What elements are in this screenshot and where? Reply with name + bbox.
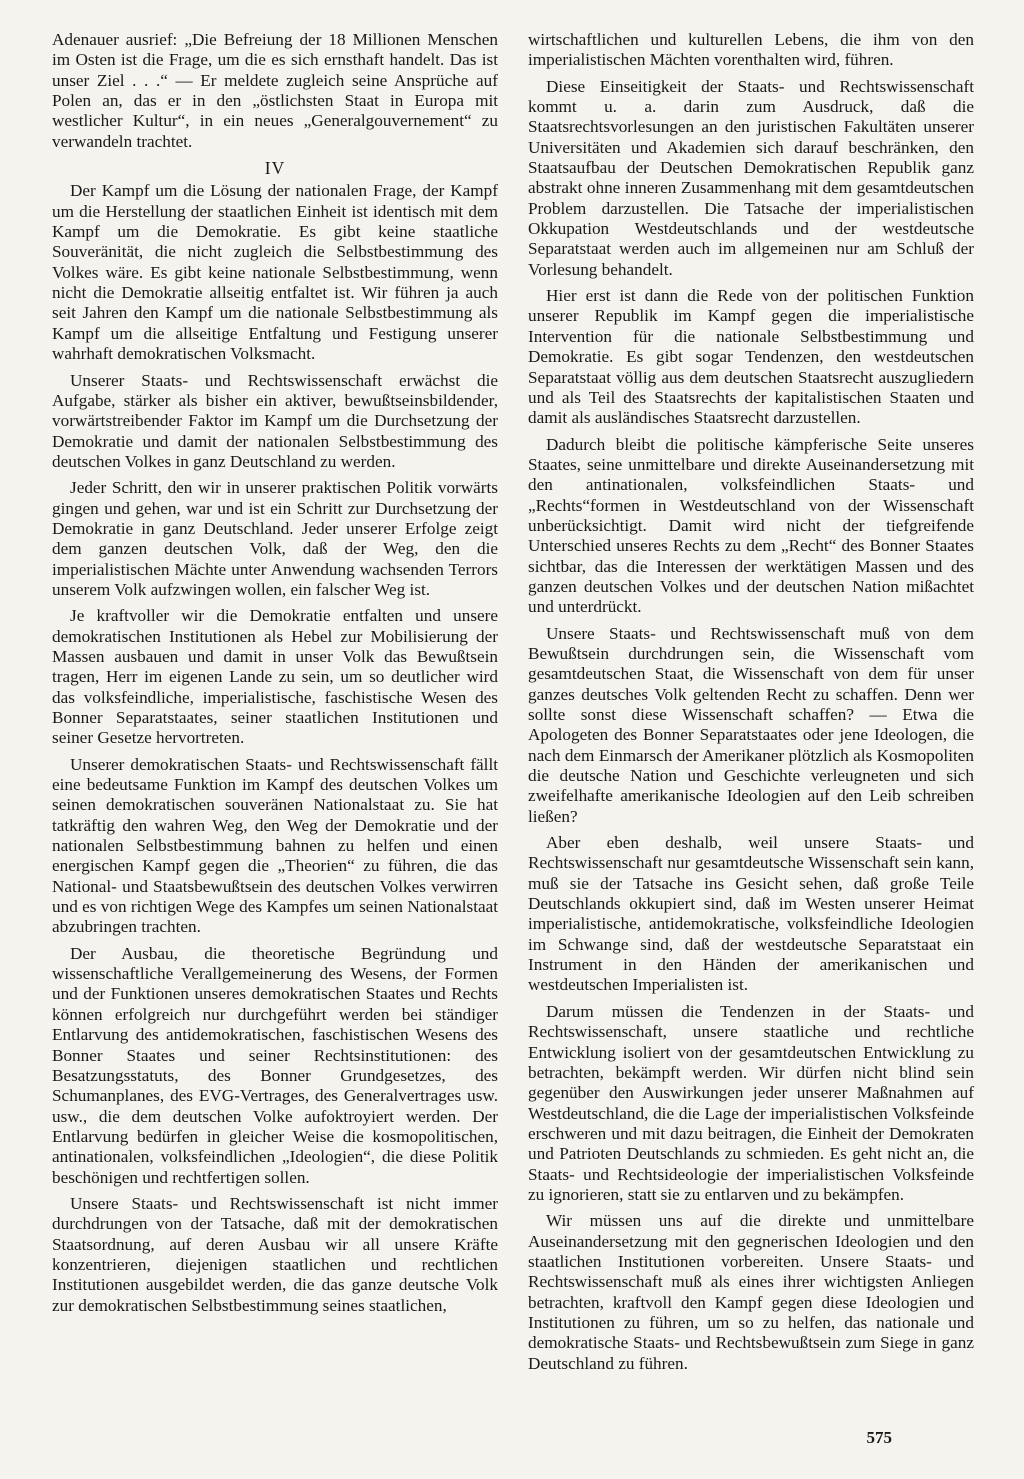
paragraph: Der Kampf um die Lösung der nationalen Frage, der Kampf um die Herstellung der staatlichen Einheit ist identisch mit dem Kampf um die Demokratie. Es gibt keine staatliche Souveränität, die nicht zugleich die Selbstbestimmung des Volkes wäre. Es gibt keine nationale Selbstbestimmung, wenn nicht die Demokratie allseitig entfaltet ist. Wir führen ja auch seit Jahren den Kampf um die nationale Selbstbestimmung als Kampf um die allseitige Entfaltung und Festigung unserer wahrhaft demokratischen Volksmacht. <box>52 181 498 364</box>
paragraph: Unserer Staats- und Rechtswissenschaft erwächst die Aufgabe, stärker als bisher ein aktiver, bewußtseinsbildender, vorwärtstreibender Faktor im Kampf um die Durchsetzung der Demokratie und damit der nationalen Selbstbestimmung des deutschen Volkes in ganz Deutschland zu werden. <box>52 370 498 471</box>
paragraph: Hier erst ist dann die Rede von der politischen Funktion unserer Republik im Kampf gegen die imperialistische Intervention für die nationale Selbstbestimmung und Demokratie. Es gibt sogar Tendenzen, den westdeutschen Separatstaat völlig aus dem deutschen Staatsrecht auszugliedern und als Teil des Staatsrechts der kapitalistischen Staaten und damit als ausländisches Staatsrecht darzustellen. <box>528 286 974 428</box>
paragraph: Unserer demokratischen Staats- und Rechtswissenschaft fällt eine bedeutsame Funktion im Kampf des deutschen Volkes um seinen demokratischen souveränen Nationalstaat zu. Sie hat tatkräftig den wahren Weg, den Weg der Demokratie und der nationalen Selbstbestimmung bahnen zu helfen und einen energischen Kampf gegen die „Theorien“ zu führen, die das National- und Staatsbewußtsein des deutschen Volkes verwirren und es von richtigen Wege des Kampfes um seinen Nationalstaat abzubringen trachten. <box>52 754 498 937</box>
paragraph: Unsere Staats- und Rechtswissenschaft ist nicht immer durchdrungen von der Tatsache, daß mit der demokratischen Staatsordnung, auf deren Ausbau wir all unsere Kräfte konzentrieren, diejenigen staatlichen und rechtlichen Institutionen ausgebildet werden, die das ganze deutsche Volk zur demokratischen Selbstbestimmung seines staatlichen, <box>52 1193 498 1315</box>
paragraph: Dadurch bleibt die politische kämpferische Seite unseres Staates, seine unmittelbare und direkte Auseinandersetzung mit den antinationalen, volksfeindlichen Staats- und „Rechts“formen in Westdeutschland von der Wissenschaft unberücksichtigt. Damit wird nicht der tiefgreifende Unterschied unseres Rechts zu dem „Recht“ des Bonner Staates sichtbar, das die Interessen der werktätigen Massen und des ganzen deutschen Volkes und der deutschen Nation mißachtet und unterdrückt. <box>528 434 974 617</box>
paragraph: Darum müssen die Tendenzen in der Staats- und Rechtswissenschaft, unsere staatliche und rechtliche Entwicklung isoliert von der gesamtdeutschen Entwicklung zu betrachten, bekämpft werden. Wir dürfen nicht blind sein gegenüber den Auswirkungen jeder unserer Maßnahmen auf Westdeutschland, die die Lage der imperialistischen Volksfeinde erschweren und mit dazu beitragen, die Einheit der Demokraten und Patrioten Deutschlands zu schmieden. Es geht nicht an, die Staats- und Rechtsideologie der imperialistischen Volksfeinde zu ignorieren, statt sie zu entlarven und zu bekämpfen. <box>528 1001 974 1204</box>
paragraph: Wir müssen uns auf die direkte und unmittelbare Auseinandersetzung mit den gegnerischen Ideologien und den staatlichen Institutionen vorbereiten. Unsere Staats- und Rechtswissenschaft muß als eines ihrer wichtigsten Anliegen betrachten, kraftvoll den Kampf gegen diese Ideologien und Institutionen zu führen, um so zu helfen, das nationale und demokratische Staats- und Rechtsbewußtsein zum Siege in ganz Deutschland zu führen. <box>528 1211 974 1373</box>
paragraph: Diese Einseitigkeit der Staats- und Rechtswissenschaft kommt u. a. darin zum Ausdruck, daß die Staatsrechtsvorlesungen an den juristischen Fakultäten unserer Universitäten und Akademien sich darauf beschränken, den Staatsaufbau der Deutschen Demokratischen Republik ganz abstrakt ohne inneren Zusammenhang mit dem gesamtdeutschen Problem darzustellen. Die Tatsache der imperialistischen Okkupation Westdeutschlands und der westdeutsche Separatstaat werden auch im allgemeinen nur am Schluß der Vorlesung behandelt. <box>528 76 974 279</box>
text-columns <box>52 30 974 1380</box>
page-number: 575 <box>866 1428 892 1447</box>
paragraph: Adenauer ausrief: „Die Befreiung der 18 Millionen Menschen im Osten ist die Frage, um die es sich ernsthaft handelt. Das ist unser Ziel . . .“ — Er meldete zugleich seine Ansprüche auf Polen an, das er in den „östlichsten Staat in Europa mit westlicher Kultur“, in ein neues „Generalgouvernement“ zu verwandeln trachtet. <box>52 30 498 151</box>
paragraph: Aber eben deshalb, weil unsere Staats- und Rechtswissenschaft nur gesamtdeutsche Wissenschaft sein kann, muß sie der Tatsache ins Gesicht sehen, daß große Teile Deutschlands okkupiert sind, daß im Westen unserer Heimat imperialistische, antidemokratische, volksfeindliche Ideologien im Schwange sind, daß der westdeutsche Separatstaat ein Instrument in den Händen der amerikanischen und westdeutschen Imperialisten ist. <box>528 833 974 995</box>
section-heading: IV <box>264 158 286 179</box>
paragraph: Der Ausbau, die theoretische Begründung und wissenschaftliche Verallgemeinerung des Wesens, der Formen und der Funktionen unseres demokratischen Staates und Rechts können erfolgreich nur durchgeführt werden bei ständiger Entlarvung des antidemokratischen, faschistischen Wesens des Bonner Staates und seiner Rechtsinstitutionen: des Besatzungsstatuts, des Bonner Grundgesetzes, des Schumanplanes, des EVG-Vertrages, des Generalvertrages usw. usw., die dem deutschen Volke aufoktroyiert werden. Der Entlarvung bedürfen in gleicher Weise die kosmopolitischen, antinationalen, volksfeindlichen „Ideologien“, die diese Politik beschönigen und rechtfertigen sollen. <box>52 943 498 1187</box>
paragraph: Jeder Schritt, den wir in unserer praktischen Politik vorwärts gingen und gehen, war und ist ein Schritt zur Durchsetzung der Demokratie in ganz Deutschland. Jeder unserer Erfolge zeigt dem ganzen deutschen Volk, daß der Weg, den die imperialistischen Mächte unter Anwendung wachsenden Terrors unserem Volk aufzwingen wollen, ein falscher Weg ist. <box>52 478 498 599</box>
left-column <box>52 30 498 1322</box>
paragraph: Unsere Staats- und Rechtswissenschaft muß von dem Bewußtsein durchdrungen sein, die Wissenschaft vom gesamtdeutschen Staat, die Wissenschaft von dem für unser ganzes deutsches Volk geltenden Recht zu schaffen. Denn wer sollte sonst diese Wissenschaft schaffen? — Etwa die Apologeten des Bonner Separatstaates oder jene Ideologen, die nach dem Einmarsch der Amerikaner plötzlich als Kosmopoliten die deutsche Nation und Geschichte verleugneten und sich zweifelhafte amerikanische Ideologien auf den Leib schreiben ließen? <box>528 623 974 826</box>
right-column <box>528 30 974 1380</box>
paragraph: Je kraftvoller wir die Demokratie entfalten und unsere demokratischen Institutionen als Hebel zur Mobilisierung der Massen ausbauen und damit in unser Volk das Bewußtsein tragen, Herr im eigenen Lande zu sein, um so deutlicher wird das volksfeindliche, imperialistische, faschistische Wesen des Bonner Separatstaates, seiner staatlichen Institutionen und seiner Gesetze hervortreten. <box>52 606 498 748</box>
paragraph: wirtschaftlichen und kulturellen Lebens, die ihm von den imperialistischen Mächten vorenthalten wird, führen. <box>528 30 974 70</box>
